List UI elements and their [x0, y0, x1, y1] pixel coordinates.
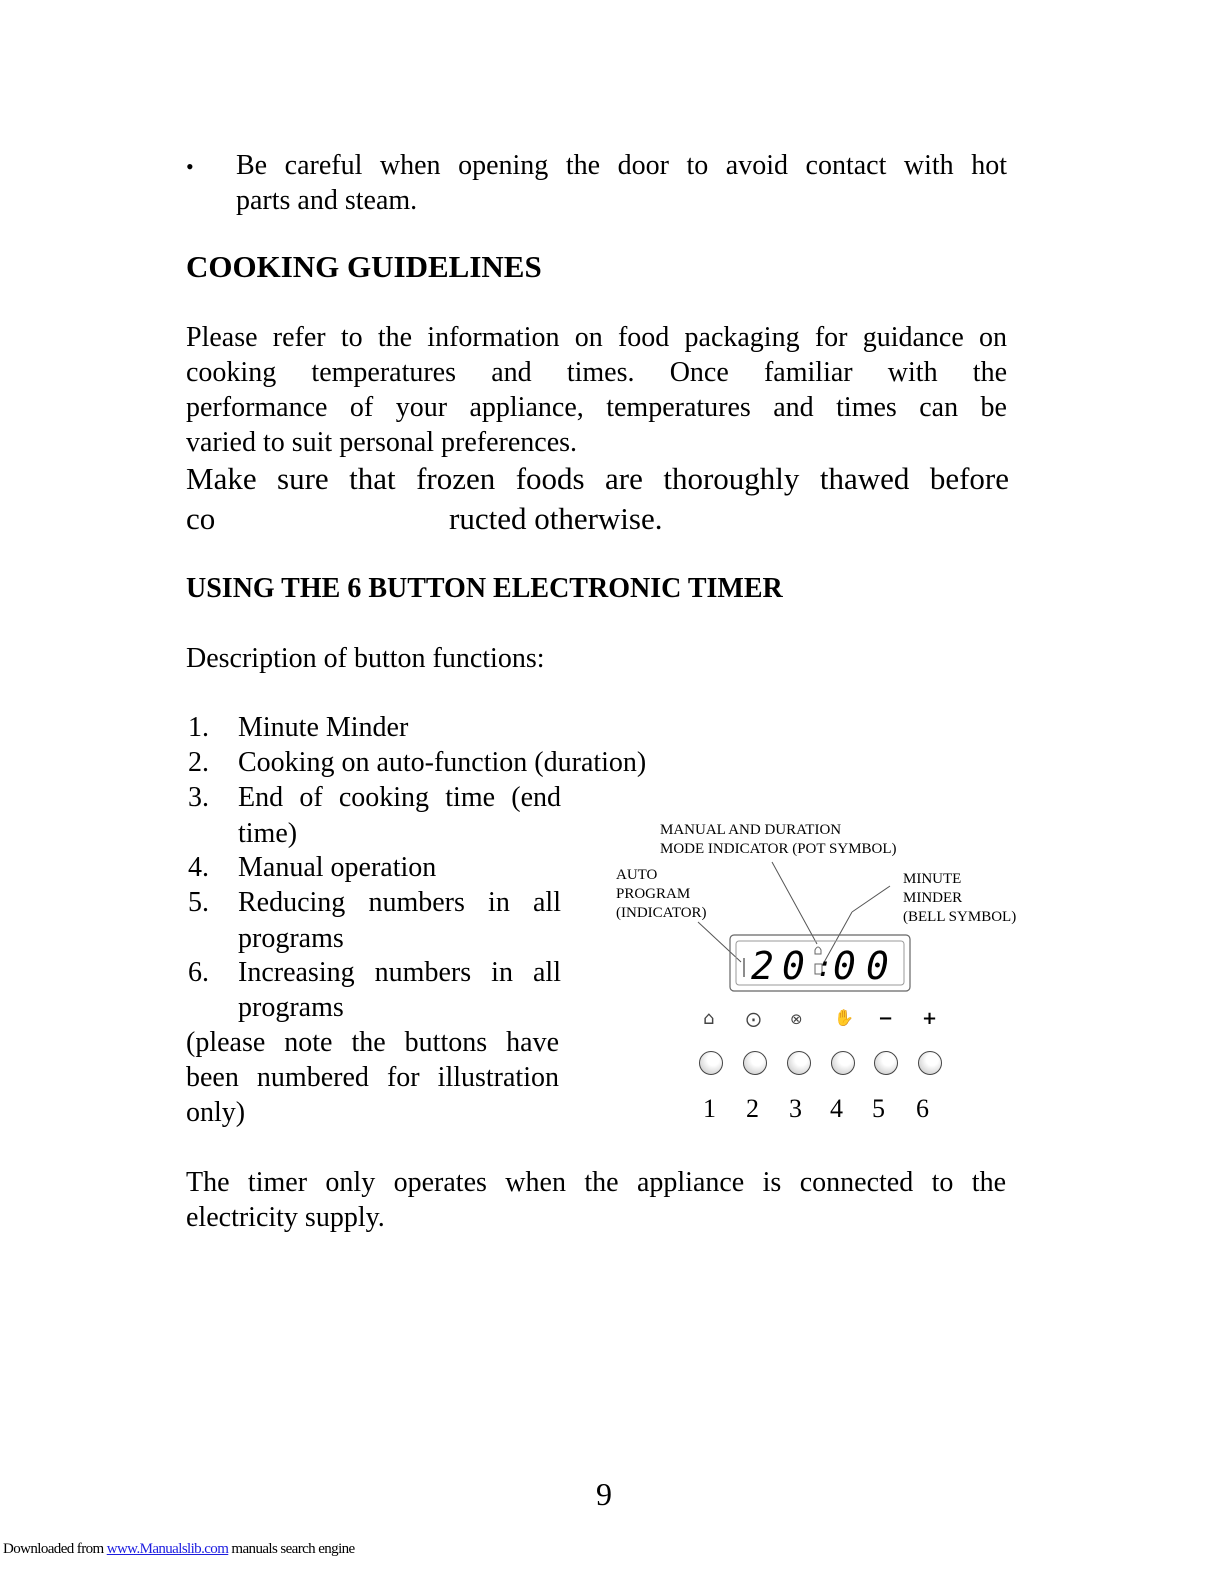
page-number: 9 [596, 1476, 612, 1512]
list-item-text: End of cooking time (end [238, 782, 561, 813]
note-line-1: (please note the buttons have [186, 1027, 559, 1058]
label-line: MODE INDICATOR (POT SYMBOL) [660, 841, 897, 857]
footer-prefix: Downloaded from [3, 1541, 107, 1557]
minus-icon: − [878, 1008, 894, 1029]
bell-icon: ⌂ [703, 1008, 715, 1029]
list-item-number: 2. [188, 747, 209, 778]
plus-icon: + [922, 1008, 938, 1029]
closing-line-2: electricity supply. [186, 1202, 385, 1233]
display-digit: 0 [866, 944, 889, 988]
timer-button-2[interactable] [743, 1051, 767, 1075]
leader-line-auto [698, 922, 741, 962]
bullet-symbol: • [186, 154, 194, 179]
display-digit: 0 [782, 944, 805, 988]
label-line: AUTO [616, 867, 658, 883]
frozen-foods-line-2-end: ructed otherwise. [449, 501, 663, 536]
button-number: 1 [703, 1094, 716, 1123]
list-item-number: 3. [188, 782, 209, 813]
label-line: PROGRAM [616, 886, 691, 902]
leader-line-manual [772, 862, 817, 944]
end-time-icon: ⊗ [790, 1010, 803, 1028]
cooking-guidelines-heading: COOKING GUIDELINES [186, 249, 542, 284]
duration-icon: ⨀ [746, 1010, 761, 1028]
list-item-text: Reducing numbers in all [238, 887, 561, 918]
timer-heading: USING THE 6 BUTTON ELECTRONIC TIMER [186, 573, 783, 604]
button-number: 3 [789, 1094, 802, 1123]
display-digit: 2 [751, 944, 774, 988]
bullet-line-1: Be careful when opening the door to avoid contact with hot [236, 150, 1007, 181]
label-line: MANUAL AND DURATION [660, 822, 842, 838]
list-item-number: 6. [188, 957, 209, 988]
label-line: MINDER [903, 890, 963, 906]
button-number: 4 [830, 1094, 843, 1123]
timer-button-1[interactable] [699, 1051, 723, 1075]
list-item-number: 5. [188, 887, 209, 918]
label-line: (INDICATOR) [616, 905, 707, 921]
button-number: 6 [916, 1094, 929, 1123]
label-line: MINUTE [903, 871, 962, 887]
list-item-number: 4. [188, 852, 209, 883]
manualslib-link[interactable]: www.Manualslib.com [106, 1541, 229, 1557]
list-item-text: time) [238, 818, 298, 849]
note-line-2: been numbered for illustration [186, 1062, 559, 1093]
list-item-text: programs [238, 923, 344, 954]
button-functions-intro: Description of button functions: [186, 643, 545, 674]
hand-icon: ✋ [834, 1008, 854, 1027]
list-item-text: Minute Minder [238, 712, 409, 743]
list-item-number: 1. [188, 712, 209, 743]
leader-line-minute-1 [852, 886, 890, 912]
timer-button-5[interactable] [874, 1051, 898, 1075]
footer [3, 1541, 355, 1558]
frozen-foods-line-1: Make sure that frozen foods are thoroughly thawed before [186, 461, 1009, 496]
timer-button-4[interactable] [831, 1051, 855, 1075]
guidelines-para-line-4: varied to suit personal preferences. [186, 427, 578, 458]
timer-button-6[interactable] [918, 1051, 942, 1075]
list-item-text: Increasing numbers in all [238, 957, 561, 988]
display-digit: 0 [833, 944, 856, 988]
display-colon: : [816, 950, 833, 983]
list-item-text: programs [238, 992, 344, 1023]
bullet-line-2: parts and steam. [236, 185, 418, 216]
footer-suffix: manuals search engine [228, 1541, 355, 1557]
list-item-text: Cooking on auto-function (duration) [238, 747, 647, 778]
guidelines-para-line-1: Please refer to the information on food packaging for guidance on [186, 322, 1007, 353]
list-item-text: Manual operation [238, 852, 437, 883]
note-line-3: only) [186, 1097, 246, 1128]
button-number: 5 [872, 1094, 885, 1123]
guidelines-para-line-3: performance of your appliance, temperatures and times can be [186, 392, 1007, 423]
label-line: (BELL SYMBOL) [903, 909, 1017, 925]
closing-line-1: The timer only operates when the appliance is connected to the [186, 1167, 1006, 1198]
frozen-foods-line-2-start: co [186, 501, 216, 536]
guidelines-para-line-2: cooking temperatures and times. Once familiar with the [186, 357, 1007, 388]
timer-button-3[interactable] [787, 1051, 811, 1075]
button-number: 2 [746, 1094, 759, 1123]
